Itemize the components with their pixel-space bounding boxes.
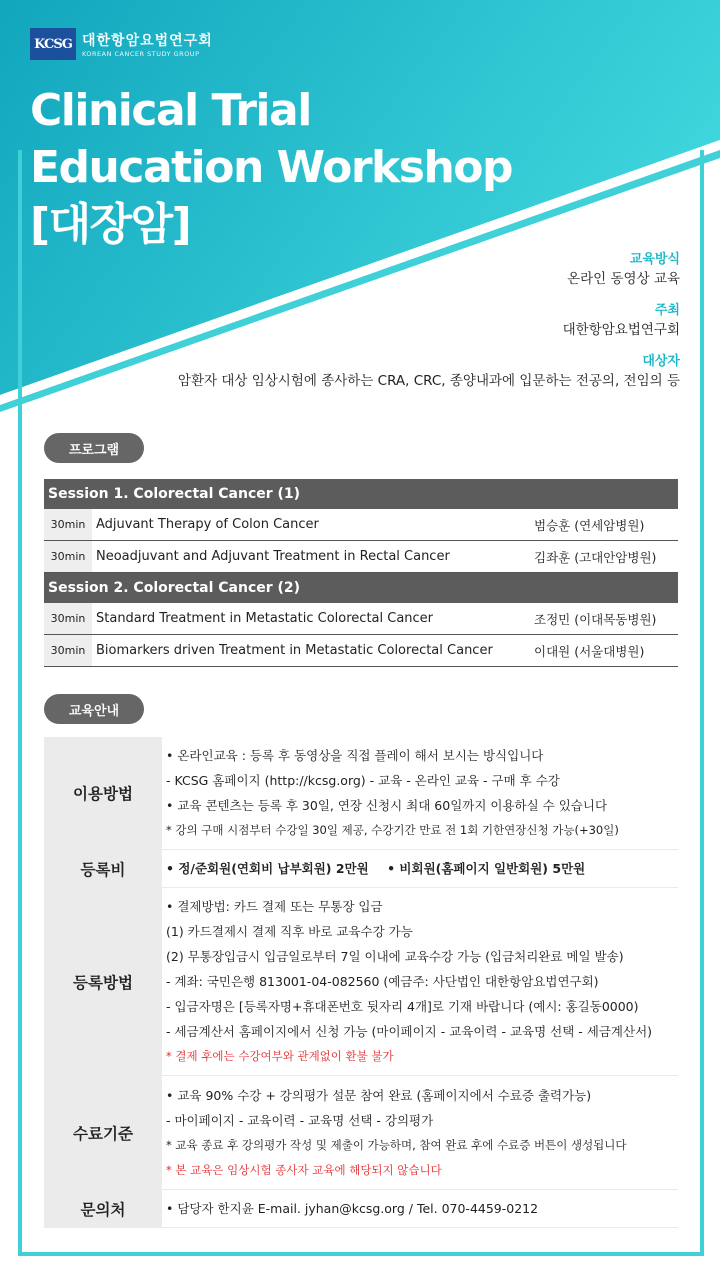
usage-line: • 교육 콘텐츠는 등록 후 30일, 연장 신청시 최대 60일까지 이용하실 수 있습니다 [166,798,608,813]
lecture-title: Biomarkers driven Treatment in Metastatic Colorectal Cancer [96,643,493,658]
usage-line: • 온라인교육 : 등록 후 동영상을 직접 플레이 해서 보시는 방식입니다 [166,748,544,763]
register-line: - 계좌: 국민은행 813001-04-082560 (예금주: 사단법인 대한항암요법연구회) [166,974,599,989]
usage-line: - KCSG 홈페이지 (http://kcsg.org) - 교육 - 온라인 교육 - 구매 후 수강 [166,773,560,788]
duration: 30min [44,635,92,666]
refund-warning: * 결제 후에는 수강여부와 관계없이 환불 불가 [166,1049,394,1063]
duration: 30min [44,509,92,540]
logo-name-ko: 대한항암요법연구회 [82,33,213,49]
completion-row [44,1076,678,1190]
duration: 30min [44,603,92,634]
program-row [44,635,678,667]
register-line: • 결제방법: 카드 결제 또는 무통장 입금 [166,899,383,914]
program-heading: 프로그램 [44,433,144,463]
register-line: (1) 카드결제시 결제 직후 바로 교육수강 가능 [166,924,413,939]
program-row [44,509,678,541]
register-label: 등록방법 [44,888,162,1076]
guide-table [44,737,678,1228]
logo-mark: KCSG [30,28,76,60]
kcsg-logo [30,28,213,60]
fee-member: • 정/준회원(연회비 납부회원) 2만원 [166,861,369,876]
completion-note: * 교육 종료 후 강의평가 작성 및 제출이 가능하며, 참여 완료 후에 수료증 버튼이 생성됩니다 [166,1137,627,1152]
course-info [178,248,680,401]
speaker: 범승훈 (연세암병원) [534,517,645,533]
completion-label: 수료기준 [44,1076,162,1190]
audience-label: 대상자 [642,354,680,369]
completion-warning: * 본 교육은 임상시험 종사자 교육에 해당되지 않습니다 [166,1162,442,1177]
speaker: 이대원 (서울대병원) [534,643,645,659]
fee-row [44,850,678,888]
duration: 30min [44,541,92,572]
usage-label: 이용방법 [44,737,162,850]
title-line-1: Clinical Trial [30,85,311,136]
lecture-title: Standard Treatment in Metastatic Colorectal Cancer [96,611,434,626]
program-table [44,479,678,667]
speaker: 김좌훈 (고대안암병원) [534,549,657,565]
speaker: 조정민 (이대목동병원) [534,611,657,627]
completion-line: - 마이페이지 - 교육이력 - 교육명 선택 - 강의평가 [166,1112,434,1128]
completion-line: • 교육 90% 수강 + 강의평가 설문 참여 완료 (홈페이지에서 수료증 출력가능) [166,1087,592,1103]
usage-note: * 강의 구매 시점부터 수강일 30일 제공, 수강기간 만료 전 1회 기한연장신청 가능(+30일) [166,823,619,837]
fee-label: 등록비 [44,850,162,888]
lecture-title: Adjuvant Therapy of Colon Cancer [96,517,319,532]
lecture-title: Neoadjuvant and Adjuvant Treatment in Rectal Cancer [96,549,450,564]
register-row [44,888,678,1076]
host-value: 대한항암요법연구회 [562,322,680,338]
title-line-3: [대장암] [30,199,191,250]
register-line: (2) 무통장입금시 입금일로부터 7일 이내에 교육수강 가능 (입금처리완료 메일 발송) [166,949,624,964]
contact-row [44,1190,678,1228]
method-value: 온라인 동영상 교육 [567,271,680,287]
title-line-2: Education Workshop [30,142,513,193]
logo-name-en: KOREAN CANCER STUDY GROUP [82,50,200,58]
program-row [44,541,678,573]
contact-label: 문의처 [44,1190,162,1228]
page-title [30,82,512,253]
fee-nonmember: • 비회원(홈페이지 일반회원) 5만원 [387,861,586,876]
audience-value: 암환자 대상 임상시험에 종사하는 CRA, CRC, 종양내과에 입문하는 전공의, 전임의 등 [177,373,680,389]
host-label: 주최 [654,303,680,318]
session-1-header: Session 1. Colorectal Cancer (1) [44,479,678,509]
register-line: - 세금계산서 홈페이지에서 신청 가능 (마이페이지 - 교육이력 - 교육명 선택 - 세금계산서) [166,1024,653,1039]
guide-heading: 교육안내 [44,694,144,724]
usage-row [44,737,678,850]
program-row [44,603,678,635]
method-label: 교육방식 [629,252,680,267]
contact-line: • 담당자 한지윤 E-mail. jyhan@kcsg.org / Tel. 070-4459-0212 [166,1201,539,1216]
register-line: - 입금자명은 [등록자명+휴대폰번호 뒷자리 4개]로 기재 바랍니다 (예시: 홍길동0000) [166,999,639,1014]
session-2-header: Session 2. Colorectal Cancer (2) [44,573,678,603]
